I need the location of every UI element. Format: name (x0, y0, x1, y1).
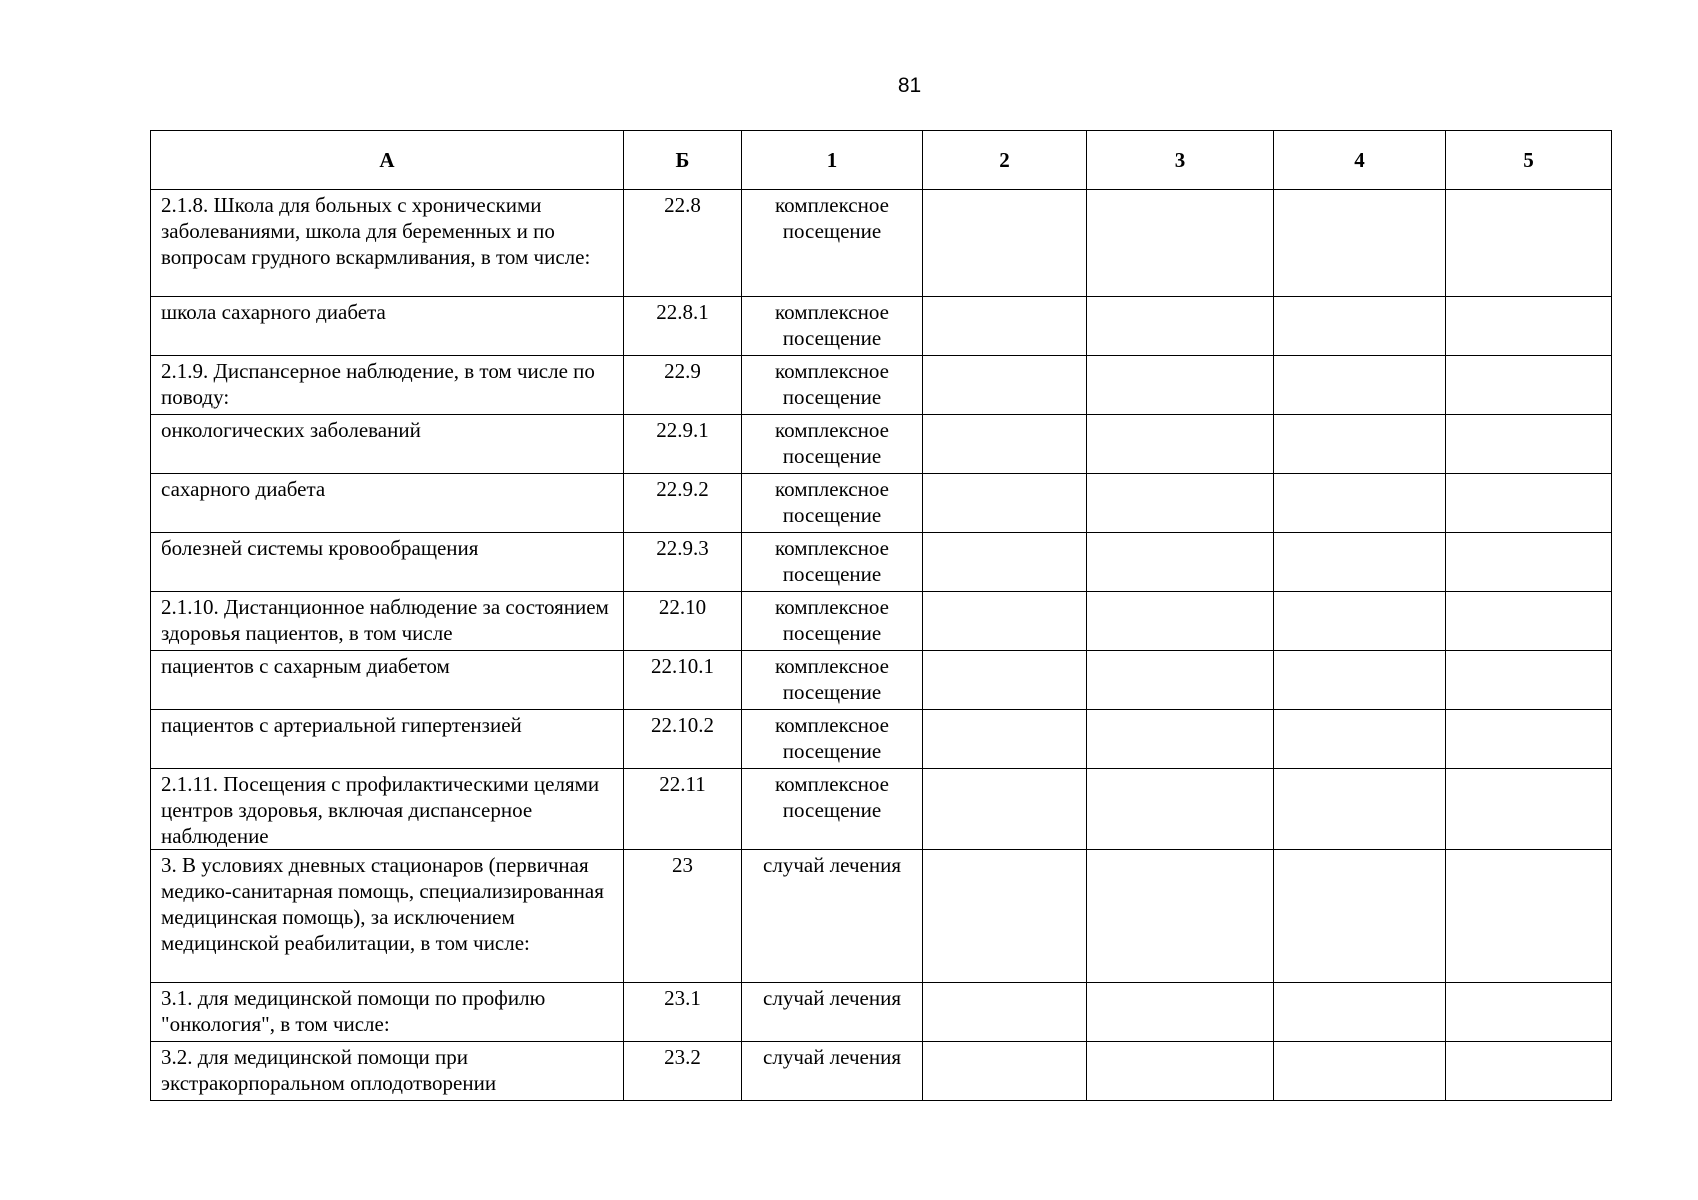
cell-col-4 (1274, 651, 1446, 710)
cell-col-5 (1446, 533, 1612, 592)
row-code: 23.2 (624, 1042, 742, 1101)
cell-col-3 (1087, 850, 1274, 983)
cell-col-3 (1087, 710, 1274, 769)
table-row (151, 533, 1612, 592)
header-col-a: А (151, 131, 624, 190)
cell-col-2 (923, 592, 1087, 651)
cell-col-3 (1087, 1042, 1274, 1101)
row-unit: комплексное посещение (742, 533, 923, 592)
header-row (151, 131, 1612, 190)
cell-col-5 (1446, 983, 1612, 1042)
cell-col-5 (1446, 1042, 1612, 1101)
row-code: 22.11 (624, 769, 742, 850)
row-title: 2.1.8. Школа для больных с хроническими заболеваниями, школа для беременных и по вопросам грудного вскармливания, в том числе: (151, 190, 624, 297)
row-code: 22.9.3 (624, 533, 742, 592)
row-code: 22.10.1 (624, 651, 742, 710)
cell-col-4 (1274, 710, 1446, 769)
header-col-2: 2 (923, 131, 1087, 190)
table-row (151, 983, 1612, 1042)
row-unit: комплексное посещение (742, 651, 923, 710)
cell-col-4 (1274, 297, 1446, 356)
cell-col-2 (923, 850, 1087, 983)
cell-col-2 (923, 297, 1087, 356)
row-unit: комплексное посещение (742, 710, 923, 769)
cell-col-5 (1446, 769, 1612, 850)
cell-col-5 (1446, 356, 1612, 415)
cell-col-5 (1446, 592, 1612, 651)
row-code: 22.10 (624, 592, 742, 651)
row-code: 22.9.2 (624, 474, 742, 533)
row-title: школа сахарного диабета (151, 297, 624, 356)
cell-col-4 (1274, 1042, 1446, 1101)
table-row (151, 592, 1612, 651)
cell-col-4 (1274, 769, 1446, 850)
cell-col-5 (1446, 651, 1612, 710)
table-row (151, 850, 1612, 983)
row-title: 2.1.10. Дистанционное наблюдение за состоянием здоровья пациентов, в том числе (151, 592, 624, 651)
cell-col-4 (1274, 850, 1446, 983)
cell-col-4 (1274, 190, 1446, 297)
row-unit: комплексное посещение (742, 190, 923, 297)
cell-col-4 (1274, 592, 1446, 651)
row-title: пациентов с сахарным диабетом (151, 651, 624, 710)
table-row (151, 474, 1612, 533)
cell-col-3 (1087, 474, 1274, 533)
row-title: 2.1.11. Посещения с профилактическими целями центров здоровья, включая диспансерное наблюдение (151, 769, 624, 850)
table-row (151, 769, 1612, 850)
header-col-3: 3 (1087, 131, 1274, 190)
cell-col-4 (1274, 415, 1446, 474)
cell-col-3 (1087, 356, 1274, 415)
cell-col-2 (923, 415, 1087, 474)
cell-col-2 (923, 651, 1087, 710)
cell-col-3 (1087, 190, 1274, 297)
row-title: сахарного диабета (151, 474, 624, 533)
row-unit: комплексное посещение (742, 592, 923, 651)
cell-col-4 (1274, 474, 1446, 533)
row-code: 23.1 (624, 983, 742, 1042)
cell-col-5 (1446, 415, 1612, 474)
cell-col-3 (1087, 415, 1274, 474)
cell-col-3 (1087, 983, 1274, 1042)
cell-col-5 (1446, 710, 1612, 769)
cell-col-2 (923, 983, 1087, 1042)
cell-col-3 (1087, 651, 1274, 710)
row-code: 22.8.1 (624, 297, 742, 356)
row-title: 3.2. для медицинской помощи при экстракорпоральном оплодотворении (151, 1042, 624, 1101)
cell-col-3 (1087, 769, 1274, 850)
row-title: онкологических заболеваний (151, 415, 624, 474)
cell-col-5 (1446, 474, 1612, 533)
table-row (151, 415, 1612, 474)
cell-col-5 (1446, 190, 1612, 297)
row-unit: комплексное посещение (742, 415, 923, 474)
cell-col-2 (923, 533, 1087, 592)
row-unit: комплексное посещение (742, 769, 923, 850)
table-row (151, 190, 1612, 297)
row-code: 22.8 (624, 190, 742, 297)
row-title: пациентов с артериальной гипертензией (151, 710, 624, 769)
row-code: 22.9.1 (624, 415, 742, 474)
cell-col-2 (923, 356, 1087, 415)
header-col-b: Б (624, 131, 742, 190)
cell-col-3 (1087, 533, 1274, 592)
row-unit: случай лечения (742, 983, 923, 1042)
cell-col-2 (923, 190, 1087, 297)
row-code: 23 (624, 850, 742, 983)
cell-col-3 (1087, 297, 1274, 356)
row-code: 22.9 (624, 356, 742, 415)
row-title: 2.1.9. Диспансерное наблюдение, в том числе по поводу: (151, 356, 624, 415)
page-number: 81 (897, 74, 922, 97)
table-row (151, 651, 1612, 710)
header-col-5: 5 (1446, 131, 1612, 190)
report-table (150, 130, 1612, 1101)
row-unit: комплексное посещение (742, 474, 923, 533)
cell-col-2 (923, 769, 1087, 850)
cell-col-2 (923, 1042, 1087, 1101)
row-title: болезней системы кровообращения (151, 533, 624, 592)
row-unit: случай лечения (742, 1042, 923, 1101)
row-title: 3.1. для медицинской помощи по профилю "онкология", в том числе: (151, 983, 624, 1042)
table-row (151, 710, 1612, 769)
header-col-4: 4 (1274, 131, 1446, 190)
row-unit: случай лечения (742, 850, 923, 983)
table-row (151, 297, 1612, 356)
cell-col-3 (1087, 592, 1274, 651)
cell-col-2 (923, 474, 1087, 533)
table-row (151, 1042, 1612, 1101)
row-code: 22.10.2 (624, 710, 742, 769)
table-row (151, 356, 1612, 415)
cell-col-5 (1446, 850, 1612, 983)
row-unit: комплексное посещение (742, 297, 923, 356)
cell-col-4 (1274, 356, 1446, 415)
cell-col-5 (1446, 297, 1612, 356)
row-title: 3. В условиях дневных стационаров (первичная медико-санитарная помощь, специализированная медицинская помощь), за исключением медицинской реабилитации, в том числе: (151, 850, 624, 983)
cell-col-4 (1274, 533, 1446, 592)
cell-col-2 (923, 710, 1087, 769)
cell-col-4 (1274, 983, 1446, 1042)
row-unit: комплексное посещение (742, 356, 923, 415)
header-col-1: 1 (742, 131, 923, 190)
